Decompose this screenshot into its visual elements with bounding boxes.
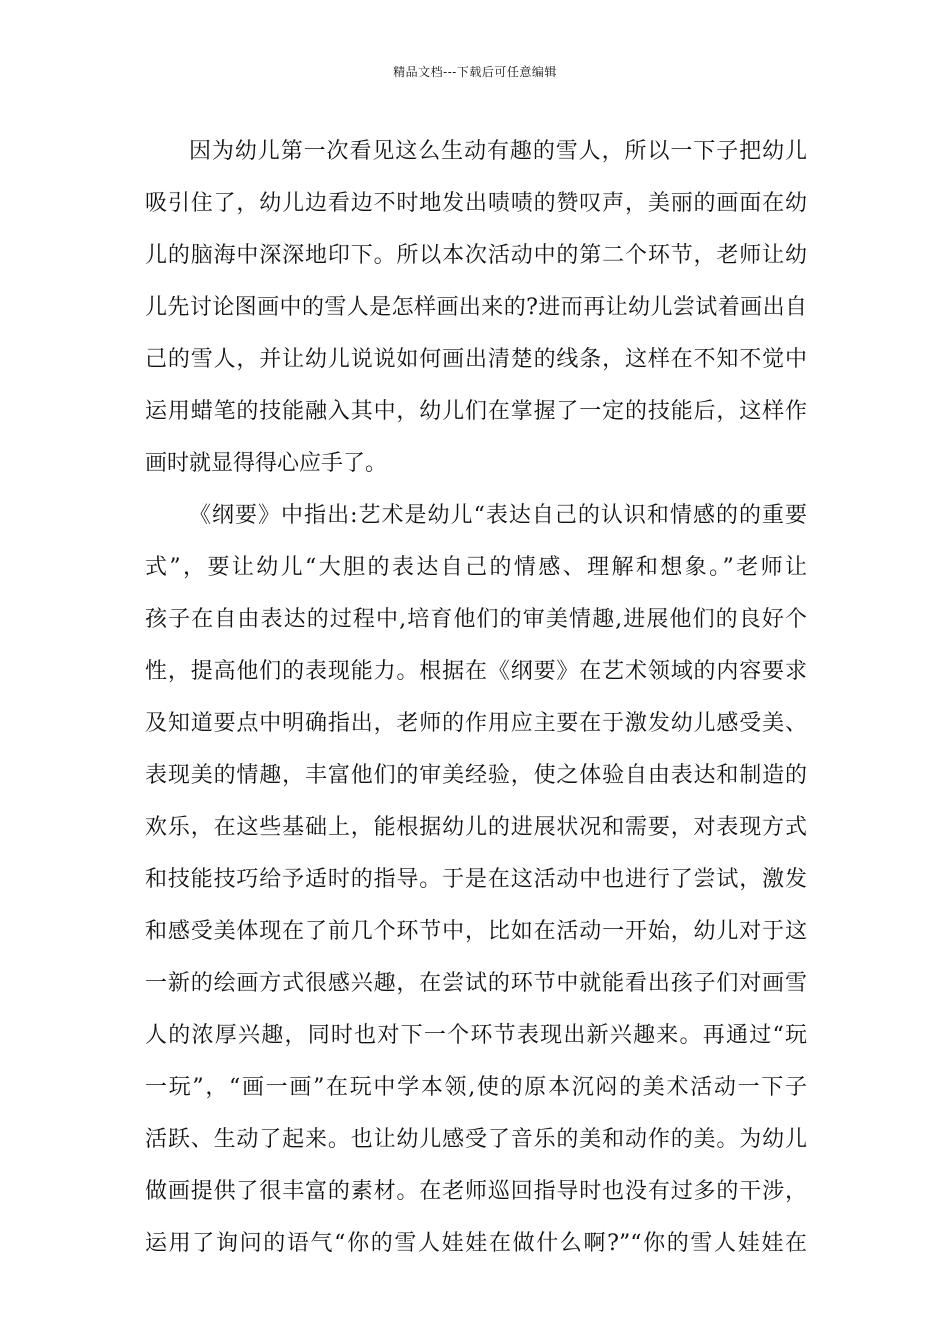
paragraph-line: 式”，要让幼儿“大胆的表达自己的情感、理解和想象。”老师让 [145,555,807,580]
paragraph-line: 《纲要》中指出:艺术是幼儿“表达自己的认识和情感的的重要 [189,503,807,528]
paragraph-line: 儿先讨论图画中的雪人是怎样画出来的?进而再让幼儿尝试着画出自 [145,295,807,320]
page-header: 精品文档---下载后可任意编辑 [393,65,557,79]
paragraph-line: 儿的脑海中深深地印下。所以本次活动中的第二个环节，老师让幼 [145,243,807,268]
paragraph-line: 人的浓厚兴趣，同时也对下一个环节表现出新兴趣来。再通过“玩 [145,1023,807,1048]
paragraph-2 [145,490,807,1270]
paragraph-line: 运用蜡笔的技能融入其中，幼儿们在掌握了一定的技能后，这样作 [145,399,807,424]
paragraph-line: 孩子在自由表达的过程中,培育他们的审美情趣,进展他们的良好个 [145,607,807,632]
paragraph-line: 一玩”，“画一画”在玩中学本领,使的原本沉闷的美术活动一下子 [145,1075,807,1100]
paragraph-line: 性，提高他们的表现能力。根据在《纲要》在艺术领域的内容要求 [145,659,807,684]
paragraph-line: 做画提供了很丰富的素材。在老师巡回指导时也没有过多的干涉， [145,1179,807,1204]
document-body [145,126,807,1270]
paragraph-line: 一新的绘画方式很感兴趣，在尝试的环节中就能看出孩子们对画雪 [145,971,807,996]
paragraph-1 [145,126,807,490]
paragraph-line: 表现美的情趣，丰富他们的审美经验，使之体验自由表达和制造的 [145,763,807,788]
paragraph-line: 欢乐，在这些基础上，能根据幼儿的进展状况和需要，对表现方式 [145,815,807,840]
paragraph-line: 画时就显得得心应手了。 [145,451,388,476]
paragraph-line: 活跃、生动了起来。也让幼儿感受了音乐的美和动作的美。为幼儿 [145,1127,807,1152]
paragraph-line: 及知道要点中明确指出，老师的作用应主要在于激发幼儿感受美、 [145,711,807,736]
paragraph-line: 和感受美体现在了前几个环节中，比如在活动一开始，幼儿对于这 [145,919,807,944]
paragraph-line: 运用了询问的语气“你的雪人娃娃在做什么啊?”“你的雪人娃娃在 [145,1231,807,1256]
paragraph-line: 和技能技巧给予适时的指导。于是在这活动中也进行了尝试，激发 [145,867,807,892]
paragraph-line: 因为幼儿第一次看见这么生动有趣的雪人，所以一下子把幼儿 [189,139,807,164]
paragraph-line: 己的雪人，并让幼儿说说如何画出清楚的线条，这样在不知不觉中 [145,347,807,372]
paragraph-line: 吸引住了，幼儿边看边不时地发出啧啧的赞叹声，美丽的画面在幼 [145,191,807,216]
